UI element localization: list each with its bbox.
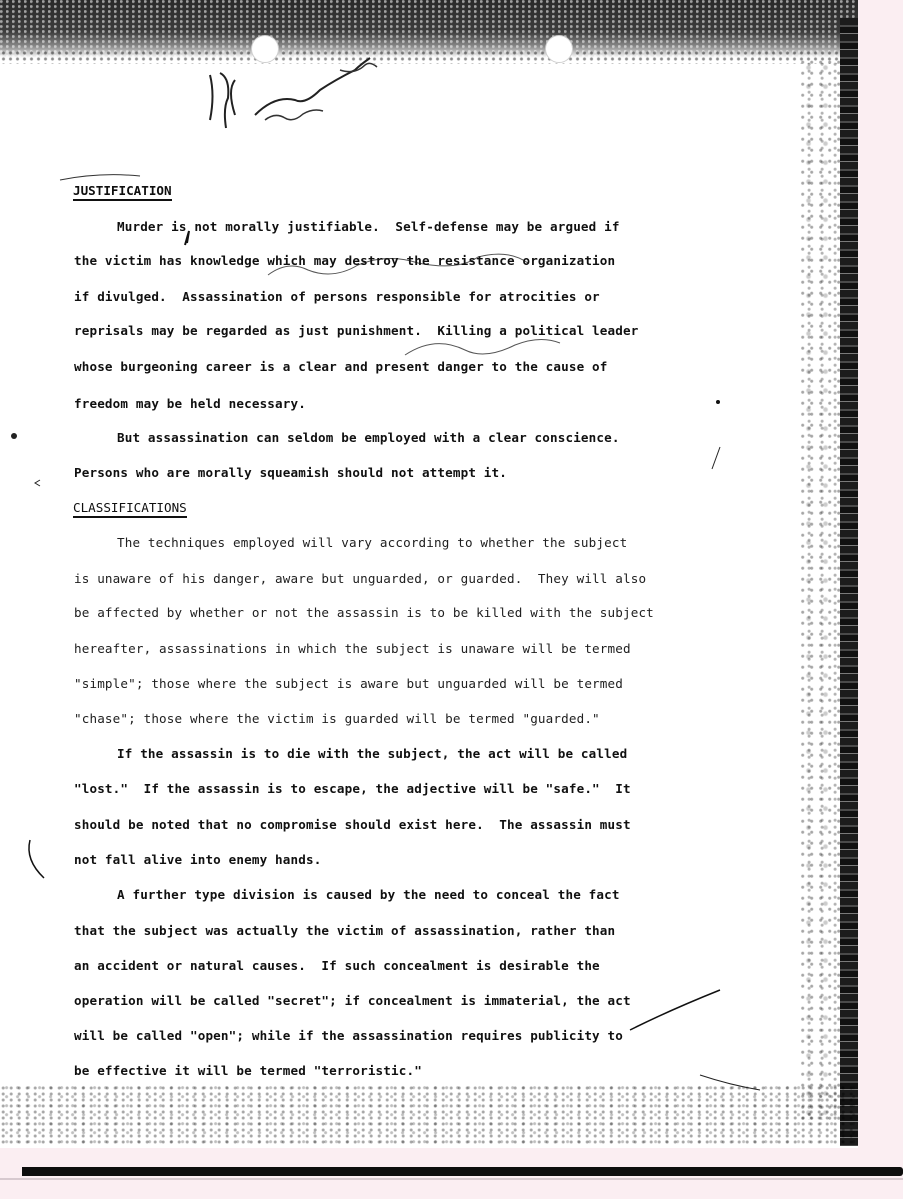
section-heading-classifications: CLASSIFICATIONS	[73, 500, 187, 518]
text-line: A further type division is caused by the need to conceal the fact	[117, 887, 620, 902]
text-line: if divulged. Assassination of persons responsible for atrocities or	[74, 289, 600, 304]
punch-hole-right	[545, 35, 573, 63]
text-line: be affected by whether or not the assassin is to be killed with the subject	[74, 605, 654, 620]
text-line: Murder is not morally justifiable. Self-defense may be argued if	[117, 219, 620, 234]
text-line: the victim has knowledge which may destroy the resistance organization	[74, 253, 616, 268]
scan-bottom-noise	[0, 1085, 858, 1145]
text-line: "chase"; those where the victim is guarded will be termed "guarded."	[74, 711, 600, 726]
text-line: The techniques employed will vary according to whether the subject	[117, 535, 628, 550]
scan-right-shadow	[840, 18, 858, 1146]
text-line: "simple"; those where the subject is aware but unguarded will be termed	[74, 676, 623, 691]
scan-top-edge	[0, 50, 858, 64]
section-heading-justification: JUSTIFICATION	[73, 183, 172, 201]
text-line: be effective it will be termed "terroristic."	[74, 1063, 422, 1078]
handwritten-annotation-top	[195, 45, 395, 135]
text-line: whose burgeoning career is a clear and present danger to the cause of	[74, 359, 608, 374]
text-line: If the assassin is to die with the subject, the act will be called	[117, 746, 628, 761]
text-line: is unaware of his danger, aware but unguarded, or guarded. They will also	[74, 571, 647, 586]
text-line: that the subject was actually the victim of assassination, rather than	[74, 923, 616, 938]
text-line: should be noted that no compromise should exist here. The assassin must	[74, 817, 631, 832]
text-line: "lost." If the assassin is to escape, the adjective will be "safe." It	[74, 781, 631, 796]
scan-bottom-line	[0, 1178, 903, 1180]
text-line: an accident or natural causes. If such concealment is desirable the	[74, 958, 600, 973]
text-line: will be called "open"; while if the assassination requires publicity to	[74, 1028, 623, 1043]
text-line: hereafter, assassinations in which the subject is unaware will be termed	[74, 641, 631, 656]
text-line: operation will be called "secret"; if concealment is immaterial, the act	[74, 993, 631, 1008]
scan-bottom-edge	[22, 1167, 903, 1176]
text-line: Persons who are morally squeamish should not attempt it.	[74, 465, 507, 480]
text-line: freedom may be held necessary.	[74, 396, 306, 411]
text-line: But assassination can seldom be employed with a clear conscience.	[117, 430, 620, 445]
scan-right-noise	[800, 60, 844, 1120]
text-line: reprisals may be regarded as just punishment. Killing a political leader	[74, 323, 639, 338]
text-line: not fall alive into enemy hands.	[74, 852, 322, 867]
